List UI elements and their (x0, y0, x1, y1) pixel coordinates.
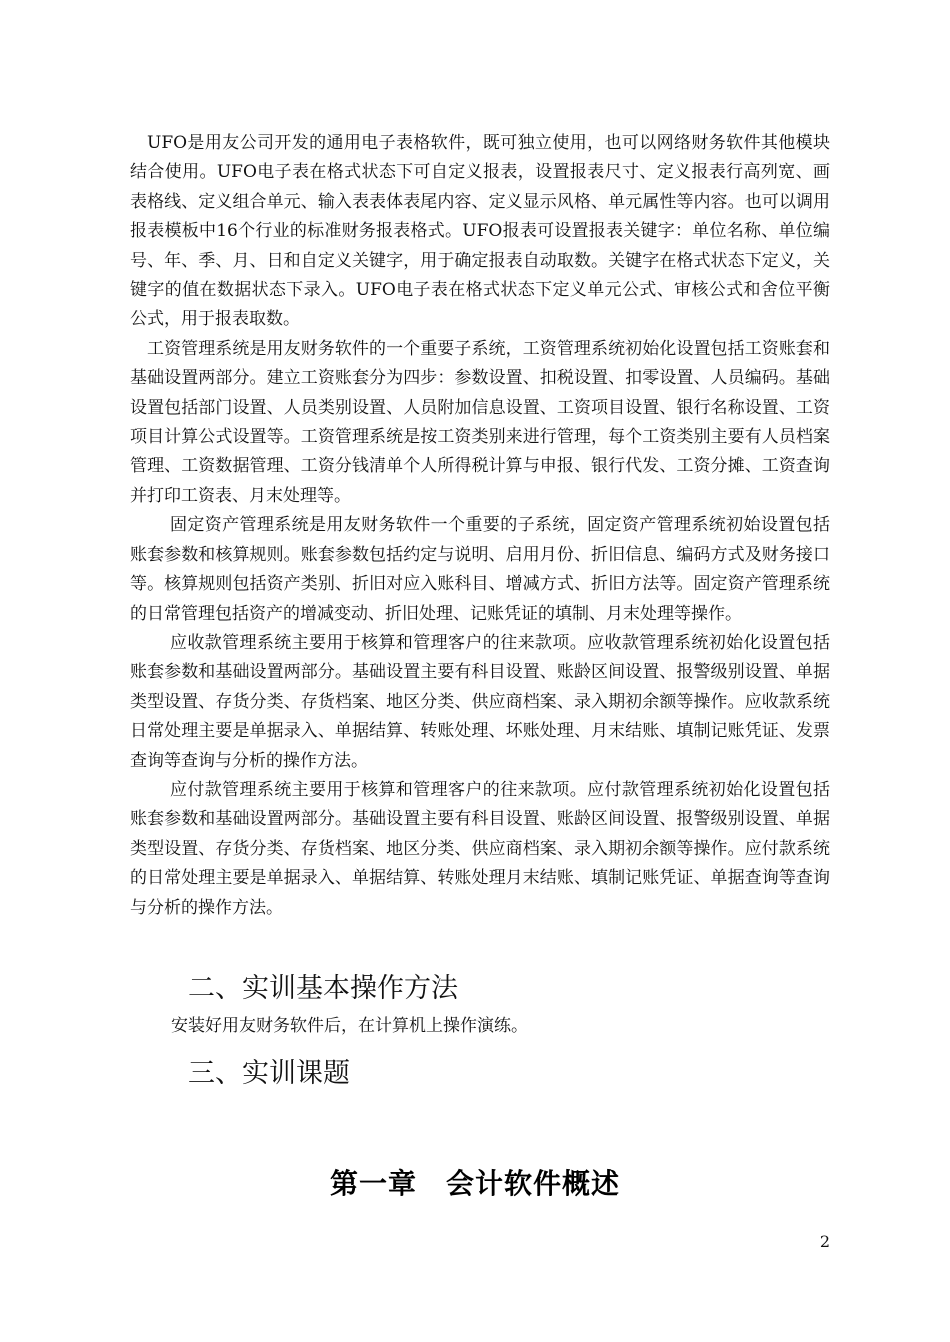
paragraph-payables: 应付款管理系统主要用于核算和管理客户的往来款项。应付款管理系统初始化设置包括账套参数和基础设置两部分。基础设置主要有科目设置、账龄区间设置、报警级别设置、单据类型设置、存货分类、存货档案、地区分类、供应商档案、录入期初余额等操作。应付款系统的日常处理主要是单据录入、单据结算、转账处理月末结账、填制记账凭证、单据查询等查询与分析的操作方法。 (130, 779, 830, 918)
body-text (130, 129, 830, 923)
section-text-operation-method: 安装好用友财务软件后，在计算机上操作演练。 (171, 1016, 528, 1036)
paragraph-receivables: 应收款管理系统主要用于核算和管理客户的往来款项。应收款管理系统初始化设置包括账套参数和基础设置两部分。基础设置主要有科目设置、账龄区间设置、报警级别设置、单据类型设置、存货分类、存货档案、地区分类、供应商档案、录入期初余额等操作。应收款系统日常处理主要是单据录入、单据结算、转账处理、坏账处理、月末结账、填制记账凭证、发票查询等查询与分析的操作方法。 (130, 632, 830, 771)
paragraph-fixed-assets: 固定资产管理系统是用友财务软件一个重要的子系统，固定资产管理系统初始设置包括账套参数和核算规则。账套参数包括约定与说明、启用月份、折旧信息、编码方式及财务接口等。核算规则包括资产类别、折旧对应入账科目、增减方式、折旧方法等。固定资产管理系统的日常管理包括资产的增减变动、折旧处理、记账凭证的填制、月末处理等操作。 (130, 515, 830, 624)
section-heading-operation-method: 二、实训基本操作方法 (188, 973, 458, 1004)
paragraph-ufo: UFO是用友公司开发的通用电子表格软件，既可独立使用，也可以网络财务软件其他模块结合使用。UFO电子表在格式状态下可自定义报表，设置报表尺寸、定义报表行高列宽、画表格线、定义组合单元、输入表表体表尾内容、定义显示风格、单元属性等内容。也可以调用报表模板中16个行业的标准财务报表格式。UFO报表可设置报表关键字：单位名称、单位编号、年、季、月、日和自定义关键字，用于确定报表自动取数。关键字在格式状态下定义，关键字的值在数据状态下录入。UFO电子表在格式状态下定义单元公式、审核公式和舍位平衡公式，用于报表取数。 (130, 133, 830, 330)
section-heading-training-topics: 三、实训课题 (188, 1058, 350, 1089)
chapter-title: 第一章 会计软件概述 (329, 1167, 620, 1200)
paragraph-payroll: 工资管理系统是用友财务软件的一个重要子系统，工资管理系统初始化设置包括工资账套和基础设置两部分。建立工资账套分为四步：参数设置、扣税设置、扣零设置、人员编码。基础设置包括部门设置、人员类别设置、人员附加信息设置、工资项目设置、银行名称设置、工资项目计算公式设置等。工资管理系统是按工资类别来进行管理，每个工资类别主要有人员档案管理、工资数据管理、工资分钱清单个人所得税计算与申报、银行代发、工资分摊、工资查询并打印工资表、月末处理等。 (130, 338, 830, 506)
page-number: 2 (819, 1232, 830, 1251)
